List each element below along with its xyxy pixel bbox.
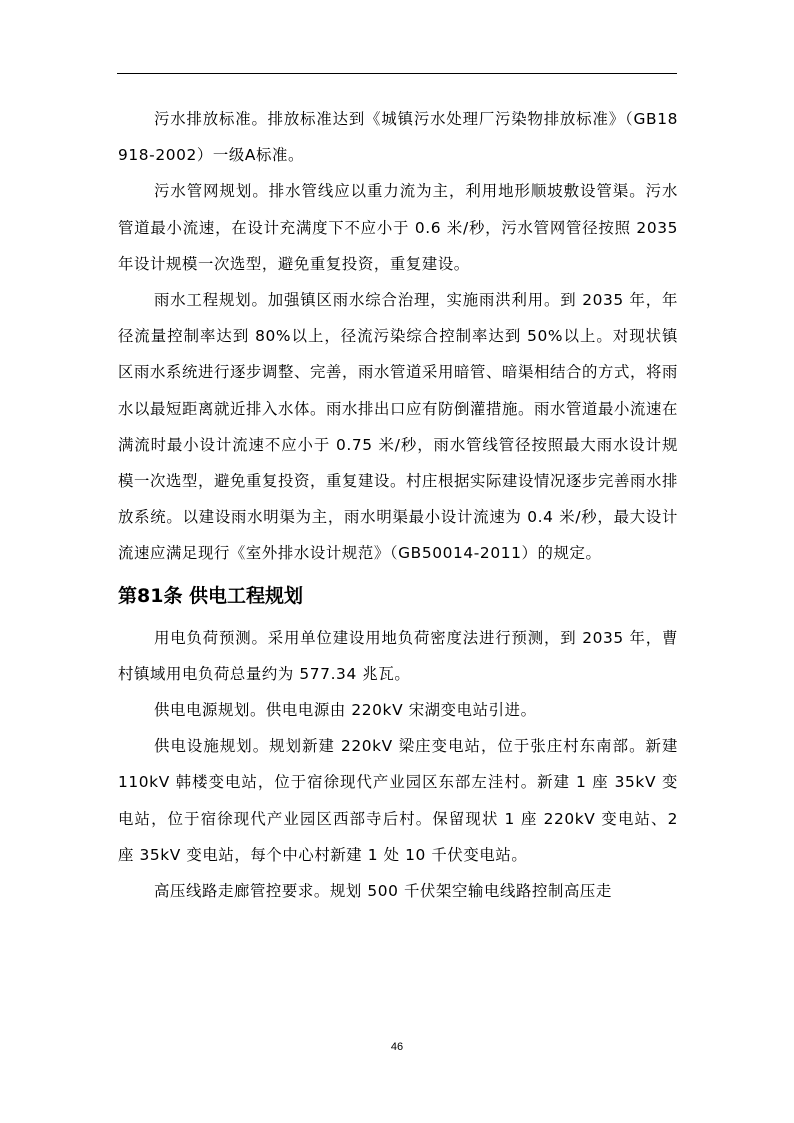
paragraph-power-source: 供电电源规划。供电电源由 220kV 宋湖变电站引进。: [154, 701, 537, 720]
paragraph-rainwater-engineering: 雨水工程规划。加强镇区雨水综合治理，实施雨洪利用。到 2035 年，年径流量控制率达到 80%以上，径流污染综合控制率达到 50%以上。对现状镇区雨水系统进行逐步调整、完善，雨水管道采用暗管、暗渠相结合的方式，将雨水以最短距离就近排入水体。雨水排出口应有防倒灌措施。雨水管道最小流速在满流时最小设计流速不应小于 0.75 米/秒，雨水管线管径按照最大雨水设计规模一次选型，避免重复投资，重复建设。村庄根据实际建设情况逐步完善雨水排放系统。以建设雨水明渠为主，雨水明渠最小设计流速为 0.4 米/秒，最大设计流速应满足现行《室外排水设计规范》（GB50014-2011）的规定。: [118, 291, 678, 563]
paragraph-load-forecast: 用电负荷预测。采用单位建设用地负荷密度法进行预测，到 2035 年，曹村镇域用电负荷总量约为 577.34 兆瓦。: [118, 628, 678, 683]
paragraph-sewage-network: 污水管网规划。排水管线应以重力流为主，利用地形顺坡敷设管渠。污水管道最小流速，在设计充满度下不应小于 0.6 米/秒，污水管网管径按照 2035 年设计规模一次选型，避免重复投资，重复建设。: [118, 182, 678, 273]
header-rule: [117, 73, 677, 74]
paragraph-hv-corridor: 高压线路走廊管控要求。规划 500 千伏架空输电线路控制高压走: [154, 882, 612, 901]
paragraph-sewage-standard: 污水排放标准。排放标准达到《城镇污水处理厂污染物排放标准》（GB18918-2002）一级A标准。: [118, 110, 678, 165]
page-number: 46: [390, 1041, 404, 1053]
paragraph-power-facilities: 供电设施规划。规划新建 220kV 梁庄变电站，位于张庄村东南部。新建 110kV 韩楼变电站，位于宿徐现代产业园区东部左洼村。新建 1 座 35kV 变电站，位于宿徐现代产业园区西部寺后村。保留现状 1 座 220kV 变电站、2 座 35kV 变电站，每个中心村新建 1 处 10 千伏变电站。: [118, 737, 678, 864]
page-body: [118, 101, 678, 909]
section-heading: 第81条 供电工程规划: [118, 584, 304, 607]
